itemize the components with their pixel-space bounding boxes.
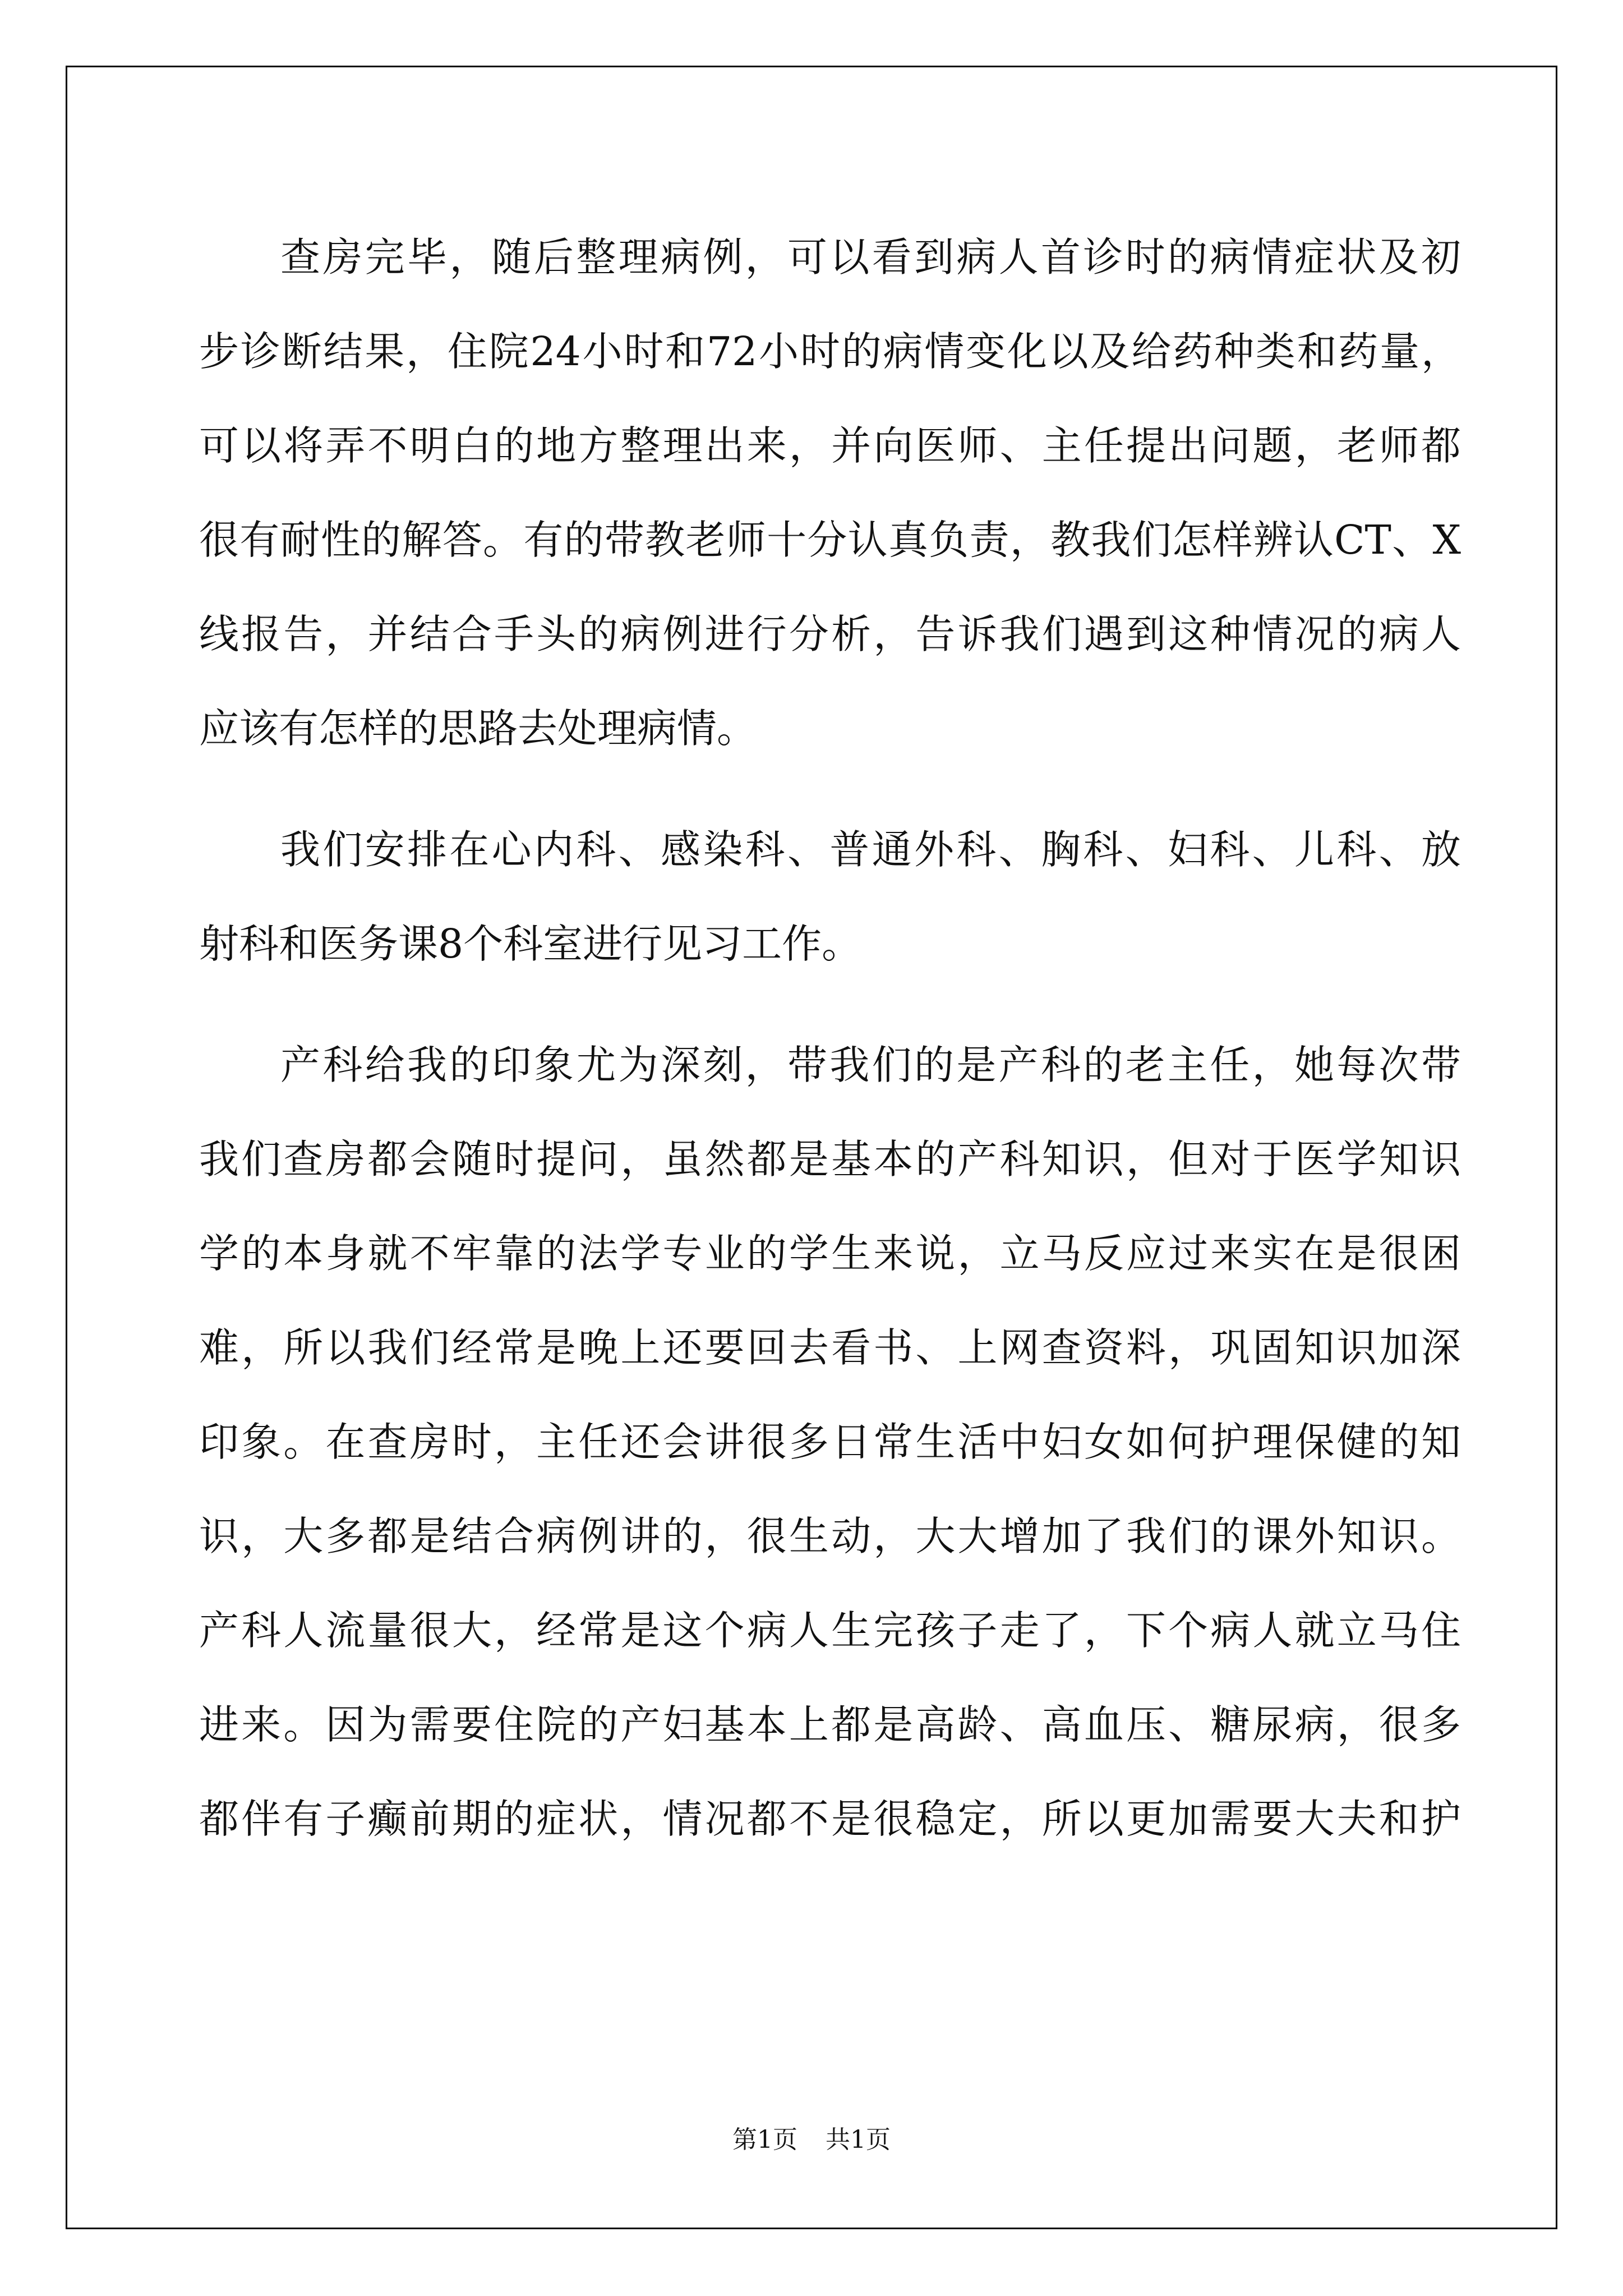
text-line: 查房完毕，随后整理病例，可以看到病人首诊时的病情症状及初: [280, 234, 1461, 280]
text-line: 都伴有子癫前期的症状，情况都不是很稳定，所以更加需要大夫和护: [199, 1796, 1461, 1842]
paragraph-3: [199, 1018, 1461, 1866]
text-line: 产科人流量很大，经常是这个病人生完孩子走了，下个病人就立马住: [199, 1607, 1461, 1654]
paragraph-1: [199, 210, 1461, 776]
text-line: 识，大多都是结合病例讲的，很生动，大大增加了我们的课外知识。: [199, 1513, 1461, 1559]
text-line: 射科和医务课8个科室进行见习工作。: [199, 921, 862, 967]
text-line: 应该有怎样的思路去处理病情。: [199, 705, 757, 752]
text-line: 学的本身就不牢靠的法学专业的学生来说，立马反应过来实在是很困: [199, 1230, 1461, 1277]
text-line: 很有耐性的解答。有的带教老师十分认真负责，教我们怎样辨认CT、X: [199, 517, 1461, 563]
text-line: 可以将弄不明白的地方整理出来，并向医师、主任提出问题，老师都: [199, 422, 1461, 469]
page-number-current: 第1页: [732, 2125, 797, 2154]
text-line: 产科给我的印象尤为深刻，带我们的是产科的老主任，她每次带: [280, 1042, 1461, 1088]
text-line: 线报告，并结合手头的病例进行分析，告诉我们遇到这种情况的病人: [199, 611, 1461, 657]
paragraph-2: [199, 803, 1461, 991]
text-line: 进来。因为需要住院的产妇基本上都是高龄、高血压、糖尿病，很多: [199, 1701, 1461, 1748]
page-footer: [0, 2119, 1623, 2155]
page-number-total: 共1页: [826, 2125, 891, 2154]
document-body: [199, 210, 1461, 1866]
text-line: 难，所以我们经常是晚上还要回去看书、上网查资料，巩固知识加深: [199, 1324, 1461, 1371]
text-line: 我们安排在心内科、感染科、普通外科、胸科、妇科、儿科、放: [280, 826, 1461, 873]
text-line: 印象。在查房时，主任还会讲很多日常生活中妇女如何护理保健的知: [199, 1419, 1461, 1465]
text-line: 步诊断结果，住院24小时和72小时的病情变化以及给药种类和药量，: [199, 328, 1461, 375]
text-line: 我们查房都会随时提问，虽然都是基本的产科知识，但对于医学知识: [199, 1136, 1461, 1182]
